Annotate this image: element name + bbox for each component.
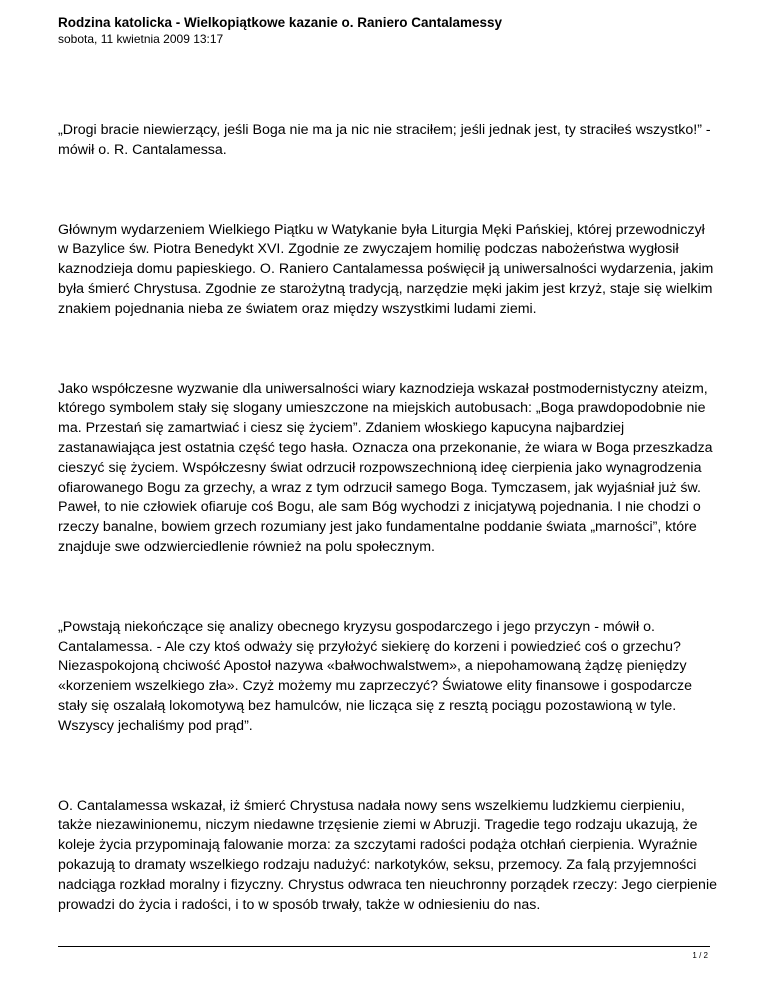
paragraph-atheism: Jako współczesne wyzwanie dla uniwersalności wiary kaznodzieja wskazał postmodernistyczny ateizm, którego symbolem stały się slogany umieszczone na miejskich autobusach: „Boga prawdopodobnie nie ma. Przestań się zamartwiać i ciesz się życiem”. Zdaniem włoskiego kapucyna najbardziej zastanawiająca jest ostatnia część tego hasła. Oznacza ona przekonanie, że wiara w Boga przeszkadza cieszyć się życiem. Współczesny świat odrzucił rozpowszechnioną ideę cierpienia jako wynagrodzenia ofiarowanego Bogu za grzechy, a wraz z tym odrzucił samego Boga. Tymczasem, jak wyjaśniał już św. Paweł, to nie człowiek ofiaruje coś Bogu, ale sam Bóg wychodzi z inicjatywą pojednania. I nie chodzi o rzeczy banalne, bowiem grzech rozumiany jest jako fundamentalne poddanie świata „marności”, które znajduje swe odzwierciedlenie również na polu społecznym. — [58, 380, 713, 555]
paragraph-good-friday: Głównym wydarzeniem Wielkiego Piątku w Watykanie była Liturgia Męki Pańskiej, której przewodniczył w Bazylice św. Piotra Benedykt XVI. Zgodnie ze zwyczajem homilię podczas nabożeństwa wygłosił kaznodzieja domu papieskiego. O. Raniero Cantalamessa poświęcił ją uniwersalności wydarzenia, jakim była śmierć Chrystusa. Zgodnie ze starożytną tradycją, narzędzie męki jakim jest krzyż, staje się wielkim znakiem pojednania nieba ze światem oraz między wszystkimi ludami ziemi. — [58, 221, 714, 317]
document-title: Rodzina katolicka - Wielkopiątkowe kazanie o. Raniero Cantalamessy — [58, 15, 503, 30]
paragraph-quote: „Drogi bracie niewierzący, jeśli Boga nie ma ja nic nie straciłem; jeśli jednak jest, ty straciłeś wszystko!” - mówił o. R. Cantalamessa. — [58, 122, 711, 158]
document-header — [58, 14, 718, 47]
paragraph-economic-crisis: „Powstają niekończące się analizy obecnego kryzysu gospodarczego i jego przyczyn - mówił o. Cantalamessa. - Ale czy ktoś odważy się przyłożyć siekierę do korzeni i powiedzieć coś o grzechu? Niezaspokojoną chciwość Apostoł nazywa «bałwochwalstwem», a niepohamowaną żądzę pieniędzy «korzeniem wszelkiego zła». Czyż możemy mu zaprzeczyć? Światowe elity finansowe i gospodarcze stały się oszalałą lokomotywą bez hamulców, nie licząca się z resztą pociągu pozostawioną w tyle. Wszyscy jechaliśmy pod prąd”. — [58, 618, 692, 734]
publication-date: sobota, 11 kwietnia 2009 13:17 — [58, 32, 224, 46]
paragraph-suffering: O. Cantalamessa wskazał, iż śmierć Chrystusa nadała nowy sens wszelkiemu ludzkiemu cierpieniu, także niezawinionemu, niczym niedawne trzęsienie ziemi w Abruzji. Tragedie tego rodzaju ukazują, że koleje życia przypominają falowanie morza: za szczytami radości podąża otchłań cierpienia. Wyraźnie pokazują to dramaty wszelkiego rodzaju nadużyć: narkotyków, seksu, przemocy. Za falą przyjemności nadciąga rozkład moralny i fizyczny. Chrystus odwraca ten nieuchronny porządek rzeczy: Jego cierpienie prowadzi do życia i radości, i to w sposób trwały, także w odniesieniu do nas. — [58, 797, 717, 913]
page-number: 1 / 2 — [692, 951, 708, 960]
footer-divider — [58, 946, 710, 947]
article-body — [58, 121, 718, 975]
